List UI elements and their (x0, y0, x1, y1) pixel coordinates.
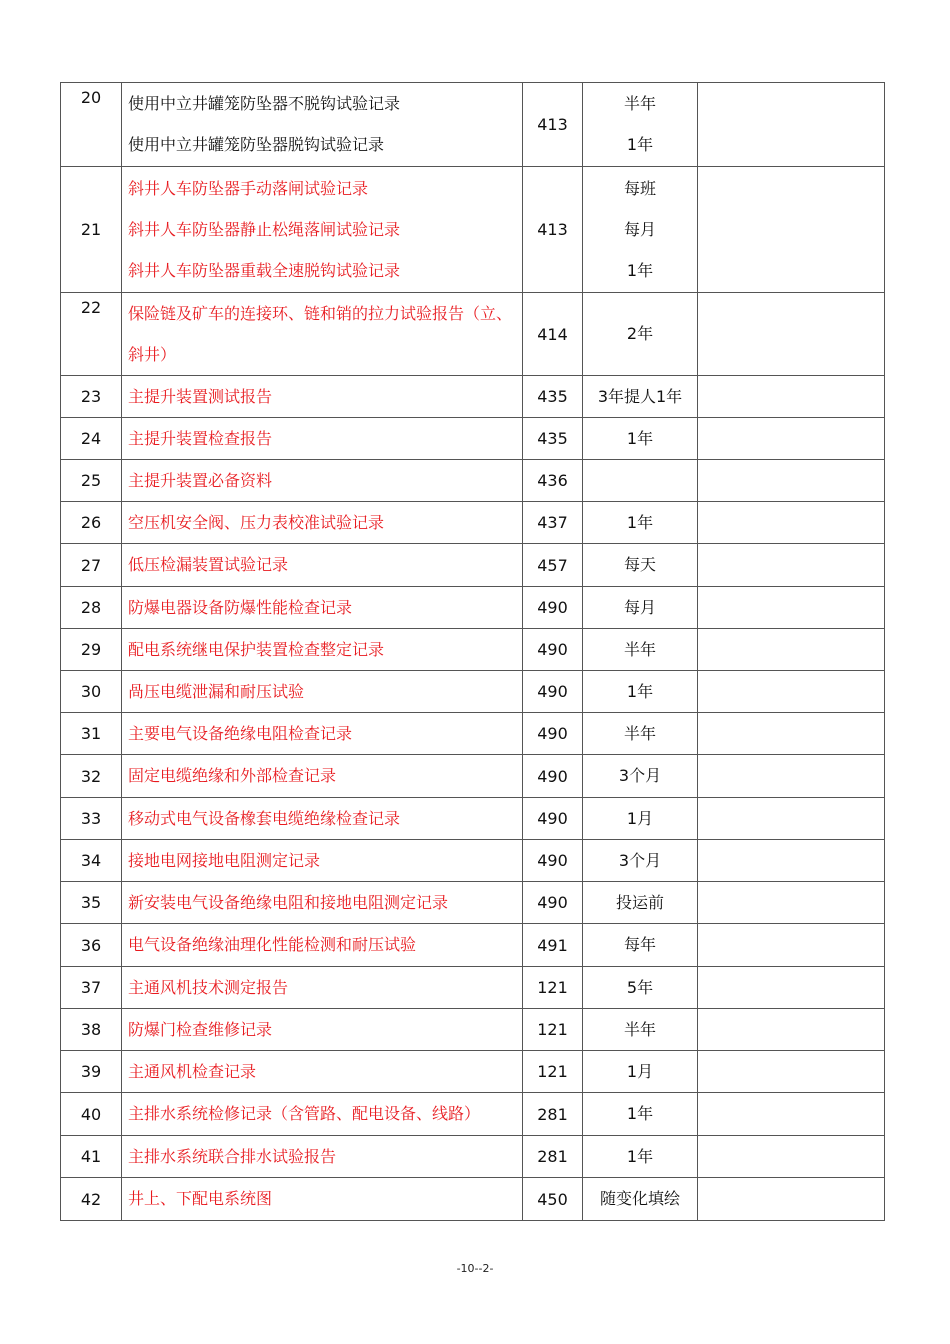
test-period (583, 1178, 698, 1221)
row-number: 37 (61, 967, 122, 1009)
record-name (122, 1093, 523, 1136)
test-period-line: 1年 (626, 428, 654, 448)
test-period-line: 3个月 (618, 766, 662, 785)
test-period-line: 每班 (623, 178, 656, 198)
record-name (122, 460, 523, 502)
test-period (583, 882, 698, 924)
row-number: 21 (61, 167, 122, 293)
test-period (583, 1051, 698, 1093)
row-number: 38 (61, 1009, 122, 1051)
record-name (122, 83, 523, 167)
table-row (61, 1009, 885, 1051)
remark-cell (698, 1136, 885, 1178)
record-name (122, 713, 523, 755)
record-name (122, 840, 523, 882)
record-name-line: 斜井） (128, 344, 177, 364)
test-period-line: 1年 (626, 1146, 654, 1166)
row-number: 32 (61, 755, 122, 798)
record-name-line: 斜井人车防坠器静止松绳落闸试验记录 (128, 219, 401, 239)
test-period-line: 每月 (623, 597, 656, 617)
clause-number: 491 (523, 924, 583, 967)
record-name (122, 629, 523, 671)
test-period (583, 502, 698, 544)
remark-cell (698, 544, 885, 587)
record-name-line: 主通风机技术测定报告 (128, 977, 289, 997)
record-name (122, 798, 523, 840)
remark-cell (698, 924, 885, 967)
test-period-line: 半年 (623, 1019, 656, 1039)
record-name (122, 671, 523, 713)
test-period-line: 3个月 (618, 850, 662, 870)
record-name (122, 924, 523, 967)
clause-number: 414 (523, 293, 583, 376)
test-period (583, 544, 698, 587)
test-period-line: 半年 (623, 94, 656, 113)
remark-cell (698, 1009, 885, 1051)
clause-number: 121 (523, 967, 583, 1009)
row-number: 39 (61, 1051, 122, 1093)
test-period (583, 1093, 698, 1136)
test-period (583, 967, 698, 1009)
table-row (61, 167, 885, 293)
test-period-line: 1年 (626, 512, 654, 532)
clause-number: 490 (523, 798, 583, 840)
record-name-line: 配电系统继电保护装置检查整定记录 (128, 639, 385, 659)
test-period-line: 投运前 (615, 892, 664, 912)
remark-cell (698, 502, 885, 544)
record-name-line: 电气设备绝缘油理化性能检测和耐压试验 (128, 935, 417, 954)
record-name-line: 使用中立井罐笼防坠器不脱钩试验记录 (128, 94, 401, 113)
test-period-line: 1月 (626, 1061, 654, 1081)
clause-number: 436 (523, 460, 583, 502)
clause-number: 437 (523, 502, 583, 544)
remark-cell (698, 167, 885, 293)
record-name (122, 293, 523, 376)
table-row (61, 840, 885, 882)
record-name-line: 主通风机检查记录 (128, 1061, 257, 1081)
row-number: 42 (61, 1178, 122, 1221)
record-name-line: 接地电网接地电阻测定记录 (128, 850, 321, 870)
test-period (583, 713, 698, 755)
row-number: 24 (61, 418, 122, 460)
test-period (583, 1009, 698, 1051)
table-row (61, 376, 885, 418)
table-row (61, 587, 885, 629)
table-row (61, 882, 885, 924)
record-name (122, 418, 523, 460)
records-table (60, 82, 885, 1221)
table-row (61, 1051, 885, 1093)
row-number: 20 (61, 83, 122, 167)
test-period (583, 460, 698, 502)
remark-cell (698, 755, 885, 798)
test-period-line: 1年 (626, 681, 654, 701)
test-period (583, 83, 698, 167)
clause-number: 457 (523, 544, 583, 587)
record-name (122, 544, 523, 587)
record-name (122, 167, 523, 293)
row-number: 22 (61, 293, 122, 376)
row-number: 29 (61, 629, 122, 671)
remark-cell (698, 1051, 885, 1093)
record-name-line: 防爆电器设备防爆性能检查记录 (128, 597, 353, 617)
remark-cell (698, 1093, 885, 1136)
row-number: 35 (61, 882, 122, 924)
clause-number: 490 (523, 882, 583, 924)
test-period (583, 1136, 698, 1178)
test-period-line: 每年 (623, 935, 656, 954)
clause-number: 281 (523, 1093, 583, 1136)
record-name-line: 主提升装置检查报告 (128, 428, 273, 448)
record-name-line: 主提升装置必备资料 (128, 470, 273, 490)
record-name (122, 1009, 523, 1051)
record-name (122, 502, 523, 544)
record-name-line: 固定电缆绝缘和外部检查记录 (128, 766, 337, 785)
record-name-line: 新安装电气设备绝缘电阻和接地电阻测定记录 (128, 892, 449, 912)
record-name (122, 1051, 523, 1093)
remark-cell (698, 1178, 885, 1221)
test-period-line: 1年 (626, 135, 654, 154)
remark-cell (698, 376, 885, 418)
row-number: 26 (61, 502, 122, 544)
remark-cell (698, 713, 885, 755)
test-period-line: 每天 (623, 555, 656, 574)
record-name-line: 防爆门检查维修记录 (128, 1019, 273, 1039)
table-row (61, 460, 885, 502)
test-period (583, 671, 698, 713)
row-number: 33 (61, 798, 122, 840)
table-row (61, 1136, 885, 1178)
remark-cell (698, 587, 885, 629)
test-period-line: 1年 (626, 260, 654, 280)
record-name-line: 斜井人车防坠器手动落闸试验记录 (128, 178, 369, 198)
record-name-line: 低压检漏装置试验记录 (128, 555, 289, 574)
table-row (61, 671, 885, 713)
test-period-line: 1月 (626, 808, 654, 828)
test-period (583, 376, 698, 418)
record-name-line: 主排水系统检修记录（含管路、配电设备、线路） (128, 1104, 481, 1123)
test-period-line: 2年 (626, 324, 654, 343)
test-period-line: 随变化填绘 (599, 1189, 680, 1208)
table-row (61, 502, 885, 544)
remark-cell (698, 293, 885, 376)
table-row (61, 1178, 885, 1221)
row-number: 25 (61, 460, 122, 502)
table-row (61, 713, 885, 755)
test-period (583, 629, 698, 671)
remark-cell (698, 840, 885, 882)
record-name (122, 1136, 523, 1178)
row-number: 30 (61, 671, 122, 713)
record-name-line: 主排水系统联合排水试验报告 (128, 1146, 337, 1166)
record-name-line: 主提升装置测试报告 (128, 386, 273, 406)
record-name-line: 空压机安全阀、压力表校准试验记录 (128, 512, 385, 532)
remark-cell (698, 418, 885, 460)
clause-number: 490 (523, 840, 583, 882)
record-name (122, 755, 523, 798)
remark-cell (698, 629, 885, 671)
table-row (61, 629, 885, 671)
clause-number: 281 (523, 1136, 583, 1178)
record-name-line: 主要电气设备绝缘电阻检查记录 (128, 723, 353, 743)
clause-number: 490 (523, 713, 583, 755)
test-period (583, 840, 698, 882)
row-number: 40 (61, 1093, 122, 1136)
row-number: 41 (61, 1136, 122, 1178)
clause-number: 490 (523, 629, 583, 671)
clause-number: 490 (523, 587, 583, 629)
clause-number: 435 (523, 376, 583, 418)
table-row (61, 544, 885, 587)
record-name (122, 587, 523, 629)
clause-number: 413 (523, 167, 583, 293)
remark-cell (698, 882, 885, 924)
record-name-line: 保险链及矿车的连接环、链和销的拉力试验报告（立、 (128, 303, 513, 323)
clause-number: 435 (523, 418, 583, 460)
table-row (61, 418, 885, 460)
test-period-line: 半年 (623, 723, 656, 743)
clause-number: 121 (523, 1051, 583, 1093)
clause-number: 490 (523, 755, 583, 798)
test-period-line: 每月 (623, 219, 656, 239)
test-period (583, 293, 698, 376)
table-row (61, 83, 885, 167)
remark-cell (698, 83, 885, 167)
table-row (61, 1093, 885, 1136)
row-number: 34 (61, 840, 122, 882)
remark-cell (698, 671, 885, 713)
test-period (583, 924, 698, 967)
test-period-line: 半年 (623, 639, 656, 659)
test-period (583, 418, 698, 460)
record-name (122, 967, 523, 1009)
table-row (61, 967, 885, 1009)
record-name-line: 使用中立井罐笼防坠器脱钩试验记录 (128, 135, 385, 154)
test-period (583, 798, 698, 840)
record-name-line: 移动式电气设备橡套电缆绝缘检查记录 (128, 808, 401, 828)
clause-number: 450 (523, 1178, 583, 1221)
row-number: 23 (61, 376, 122, 418)
row-number: 27 (61, 544, 122, 587)
test-period-line: 5年 (626, 977, 654, 997)
record-name (122, 1178, 523, 1221)
page-footer: -10--2- (456, 1262, 494, 1275)
table-row (61, 924, 885, 967)
remark-cell (698, 460, 885, 502)
table-row (61, 755, 885, 798)
table-row (61, 798, 885, 840)
clause-number: 413 (523, 83, 583, 167)
remark-cell (698, 798, 885, 840)
record-name (122, 882, 523, 924)
record-name-line: 斜井人车防坠器重载全速脱钩试验记录 (128, 260, 401, 280)
record-name-line: 井上、下配电系统图 (128, 1189, 273, 1208)
clause-number: 490 (523, 671, 583, 713)
record-name-line: 咼压电缆泄漏和耐压试验 (128, 681, 305, 701)
remark-cell (698, 967, 885, 1009)
test-period-line: 1年 (626, 1104, 654, 1123)
row-number: 28 (61, 587, 122, 629)
record-name (122, 376, 523, 418)
table-row (61, 293, 885, 376)
row-number: 36 (61, 924, 122, 967)
row-number: 31 (61, 713, 122, 755)
clause-number: 121 (523, 1009, 583, 1051)
test-period (583, 755, 698, 798)
test-period-line: 3年提人1年 (597, 386, 683, 406)
test-period (583, 587, 698, 629)
test-period (583, 167, 698, 293)
